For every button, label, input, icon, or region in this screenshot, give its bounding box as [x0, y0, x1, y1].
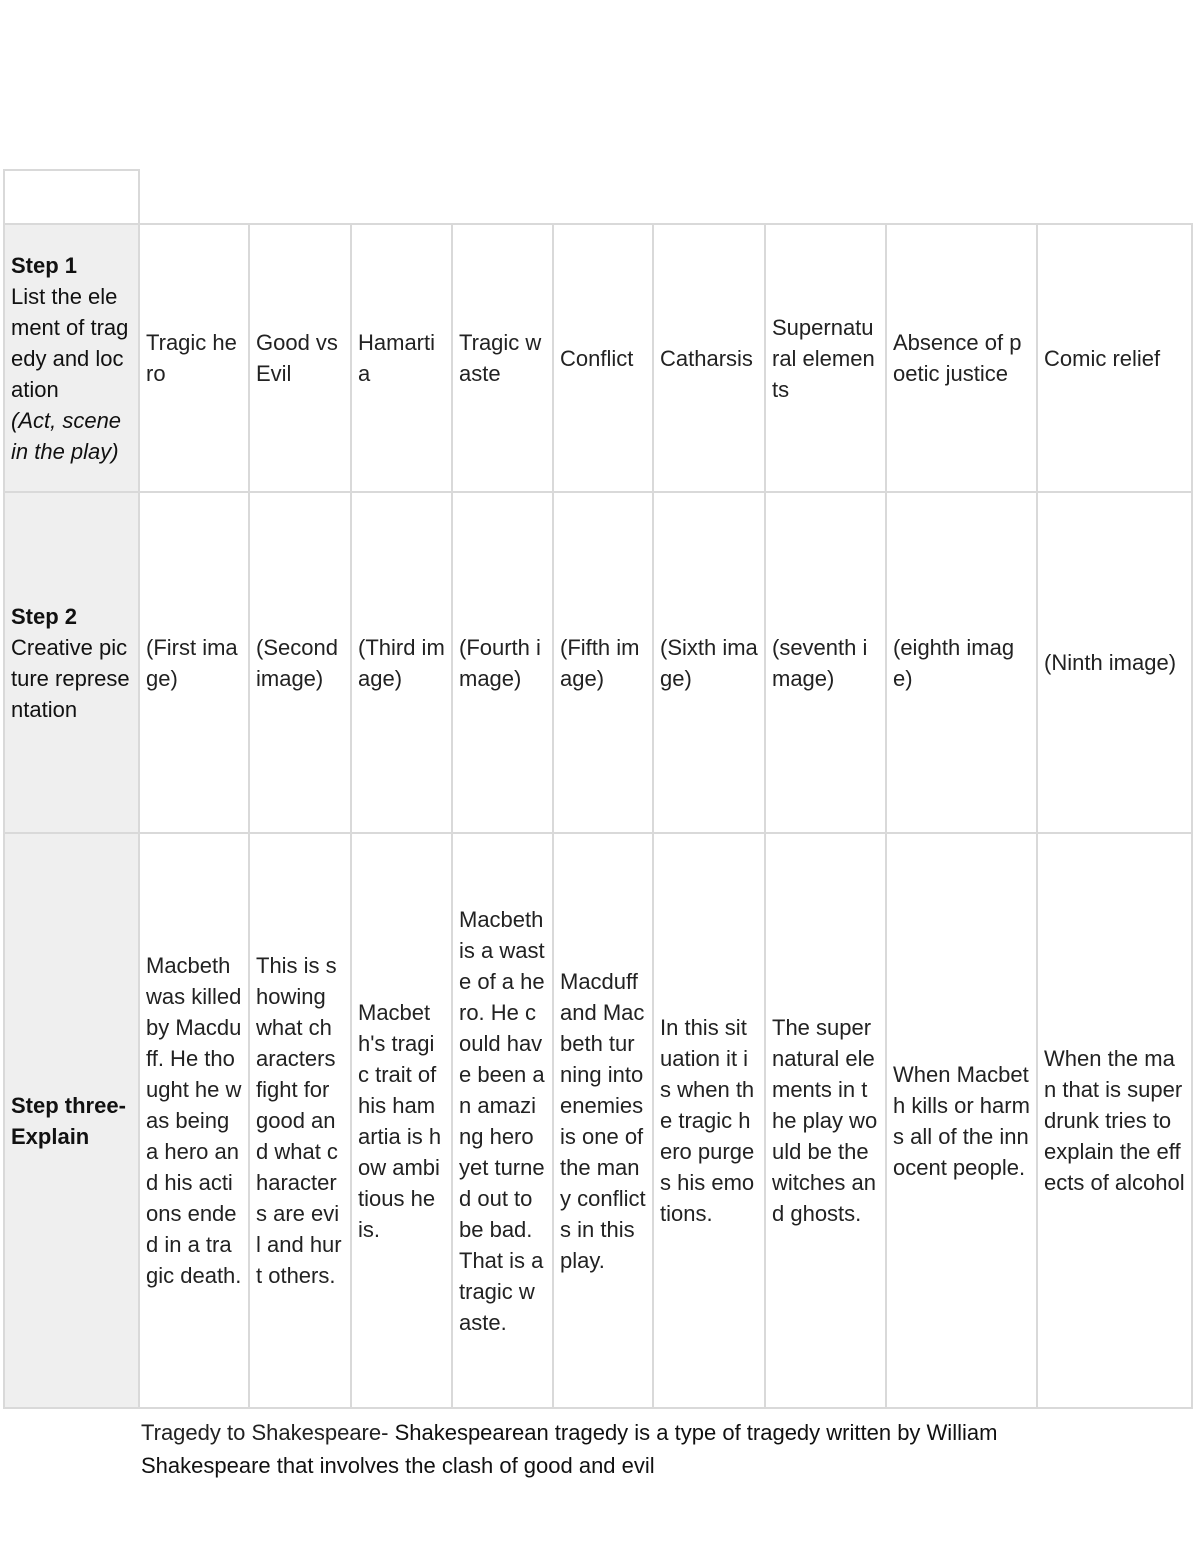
element-cell: Good vs Evil — [249, 224, 351, 492]
explain-cell: When the man that is super drunk tries to explain the effects of alcohol — [1037, 833, 1192, 1408]
step-1-title: Step 1 — [11, 252, 78, 278]
element-cell: Tragic waste — [452, 224, 553, 492]
image-cell: (Fifth image) — [553, 492, 653, 833]
explain-cell: When Macbeth kills or harms all of the innocent people. — [886, 833, 1037, 1408]
element-cell: Catharsis — [653, 224, 765, 492]
element-cell: Hamartia — [351, 224, 452, 492]
table-top-row — [4, 170, 1192, 224]
explain-cell: This is showing what characters fight for good and what characters are evil and hurt others. — [249, 833, 351, 1408]
table-row-step-2 — [4, 492, 1192, 833]
tragedy-table — [3, 169, 1193, 1409]
definition-text: Shakespearean tragedy is a type of tragedy written by William Shakespeare that involves the clash of good and evil — [141, 1420, 998, 1478]
step-2-text: Creative picture representation — [11, 634, 130, 722]
element-cell: Comic relief — [1037, 224, 1192, 492]
explain-cell: Macbeth's tragic trait of his hamartia is how ambitious he is. — [351, 833, 452, 1408]
step-3-title: Step three- Explain — [11, 1092, 126, 1149]
explain-cell: Macbeth is a waste of a hero. He could have been an amazing hero yet turned out to be bad. That is a tragic waste. — [452, 833, 553, 1408]
definition-prefix: Tragedy to Shakespeare- — [141, 1420, 395, 1445]
image-cell: (Ninth image) — [1037, 492, 1192, 833]
image-cell: (Sixth image) — [653, 492, 765, 833]
row-label-step-2 — [4, 492, 139, 833]
element-cell: Tragic hero — [139, 224, 249, 492]
element-cell: Conflict — [553, 224, 653, 492]
blank-header — [139, 170, 1192, 224]
step-1-text: List the element of tragedy and location — [11, 283, 129, 402]
explain-cell: Macbeth was killed by Macduff. He thought he was being a hero and his actions ended in a tragic death. — [139, 833, 249, 1408]
tragedy-definition — [141, 1416, 1101, 1482]
table-row-step-1 — [4, 224, 1192, 492]
corner-cell — [4, 170, 139, 224]
explain-cell: The supernatural elements in the play would be the witches and ghosts. — [765, 833, 886, 1408]
image-cell: (First image) — [139, 492, 249, 833]
explain-cell: In this situation it is when the tragic hero purges his emotions. — [653, 833, 765, 1408]
image-cell: (Fourth image) — [452, 492, 553, 833]
step-2-title: Step 2 — [11, 603, 78, 629]
document-body — [3, 169, 1191, 1409]
image-cell: (seventh image) — [765, 492, 886, 833]
table-row-step-3 — [4, 833, 1192, 1408]
element-cell: Supernatural elements — [765, 224, 886, 492]
image-cell: (Second image) — [249, 492, 351, 833]
step-1-note: (Act, scene in the play) — [11, 407, 122, 464]
explain-cell: Macduff and Macbeth turning into enemies is one of the many conflicts in this play. — [553, 833, 653, 1408]
image-cell: (eighth image) — [886, 492, 1037, 833]
row-label-step-1 — [4, 224, 139, 492]
row-label-step-3 — [4, 833, 139, 1408]
image-cell: (Third image) — [351, 492, 452, 833]
element-cell: Absence of poetic justice — [886, 224, 1037, 492]
